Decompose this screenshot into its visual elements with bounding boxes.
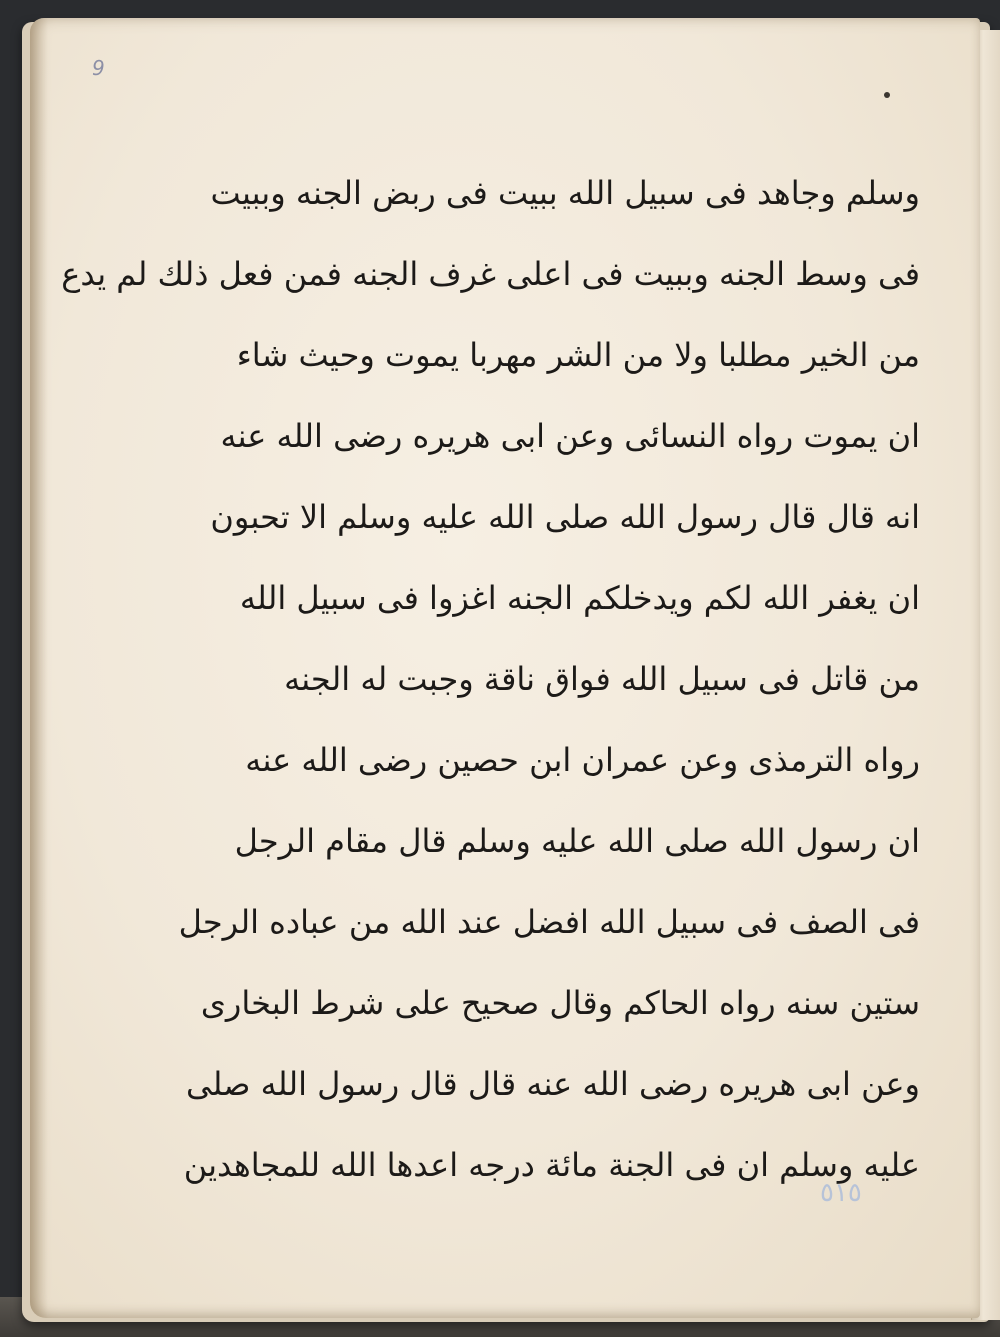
library-mark: ٥١٥: [820, 1178, 862, 1208]
text-line: انه قال قال رسول الله صلى الله عليه وسلم الا تحبون: [210, 498, 920, 536]
text-line: ان رسول الله صلى الله عليه وسلم قال مقام الرجل: [234, 822, 920, 860]
text-line: ستين سنه رواه الحاكم وقال صحيح على شرط البخارى: [200, 984, 920, 1022]
text-line: رواه الترمذى وعن عمران ابن حصين رضى الله عنه: [245, 741, 920, 779]
text-line: عليه وسلم ان فى الجنة مائة درجه اعدها الله للمجاهدين: [183, 1146, 920, 1184]
manuscript-page: [30, 18, 980, 1318]
text-line: فى الصف فى سبيل الله افضل عند الله من عباده الرجل: [178, 903, 920, 941]
text-line: وسلم وجاهد فى سبيل الله ببيت فى ربض الجنه وببيت: [210, 174, 920, 212]
text-line: من الخير مطلبا ولا من الشر مهربا يموت وحيث شاء: [236, 336, 920, 374]
manuscript-text-block: [61, 153, 920, 1206]
ink-spot: [884, 92, 890, 98]
text-line: ان يموت رواه النسائى وعن ابى هريره رضى الله عنه: [220, 417, 920, 455]
text-line: من قاتل فى سبيل الله فواق ناقة وجبت له الجنه: [284, 660, 920, 698]
text-line: ان يغفر الله لكم ويدخلكم الجنه اغزوا فى سبيل الله: [239, 579, 920, 617]
text-line: فى وسط الجنه وببيت فى اعلى غرف الجنه فمن فعل ذلك لم يدع: [61, 255, 920, 293]
folio-number: 9: [92, 56, 105, 80]
text-line: وعن ابى هريره رضى الله عنه قال قال رسول الله صلى: [185, 1065, 920, 1103]
